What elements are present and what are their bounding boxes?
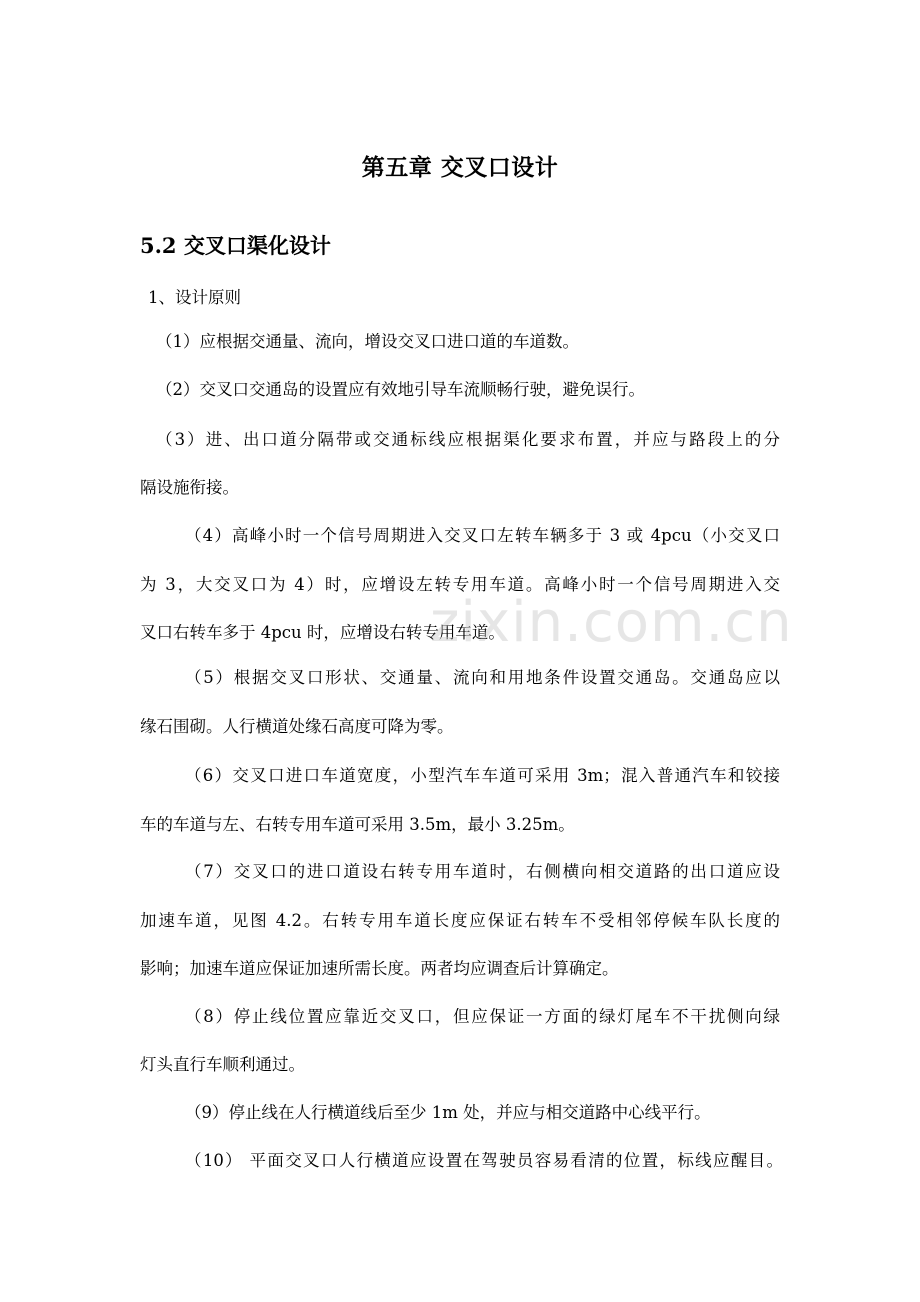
watermark-text: zixin.com.cn bbox=[430, 590, 793, 655]
paragraph-5-line-1: （5）根据交叉口形状、交通量、流向和用地条件设置交通岛。交通岛应以 bbox=[185, 668, 780, 687]
section-title: 5.2 交叉口渠化设计 bbox=[140, 233, 331, 258]
paragraph-7-line-2: 加速车道，见图 4.2。右转专用车道长度应保证右转车不受相邻停候车队长度的 bbox=[140, 911, 780, 930]
paragraph-4-line-1: （4）高峰小时一个信号周期进入交叉口左转车辆多于 3 或 4pcu（小交叉口 bbox=[185, 526, 780, 545]
paragraph-3-line-1: （3）进、出口道分隔带或交通标线应根据渠化要求布置，并应与路段上的分 bbox=[156, 430, 780, 449]
paragraph-7-line-3: 影响；加速车道应保证加速所需长度。两者均应调查后计算确定。 bbox=[140, 959, 619, 978]
paragraph-8-line-1: （8）停止线位置应靠近交叉口，但应保证一方面的绿灯尾车不干扰侧向绿 bbox=[185, 1007, 780, 1026]
paragraph-3-line-2: 隔设施衔接。 bbox=[140, 478, 239, 497]
paragraph-9: （9）停止线在人行横道线后至少 1m 处，并应与相交道路中心线平行。 bbox=[185, 1103, 711, 1122]
paragraph-10: （10） 平面交叉口人行横道应设置在驾驶员容易看清的位置，标线应醒目。 bbox=[185, 1151, 783, 1170]
paragraph-5-line-2: 缘石围砌。人行横道处缘石高度可降为零。 bbox=[140, 717, 454, 736]
paragraph-6-line-1: （6）交叉口进口车道宽度，小型汽车车道可采用 3m；混入普通汽车和铰接 bbox=[185, 766, 780, 785]
paragraph-2: （2）交叉口交通岛的设置应有效地引导车流顺畅行驶，避免误行。 bbox=[156, 380, 645, 399]
paragraph-6-line-2: 车的车道与左、右转专用车道可采用 3.5m，最小 3.25m。 bbox=[140, 815, 575, 834]
paragraph-4-line-3: 叉口右转车多于 4pcu 时，应增设右转专用车道。 bbox=[140, 623, 505, 642]
paragraph-7-line-1: （7）交叉口的进口道设右转专用车道时，右侧横向相交道路的出口道应设 bbox=[185, 862, 780, 881]
subheading-design-principles: 1、设计原则 bbox=[148, 288, 241, 307]
paragraph-4-line-2: 为 3，大交叉口为 4）时，应增设左转专用车道。高峰小时一个信号周期进入交 bbox=[140, 575, 780, 594]
paragraph-1: （1）应根据交通量、流向，增设交叉口进口道的车道数。 bbox=[156, 332, 579, 351]
paragraph-8-line-2: 灯头直行车顺利通过。 bbox=[140, 1055, 305, 1074]
chapter-title: 第五章 交叉口设计 bbox=[361, 154, 559, 181]
